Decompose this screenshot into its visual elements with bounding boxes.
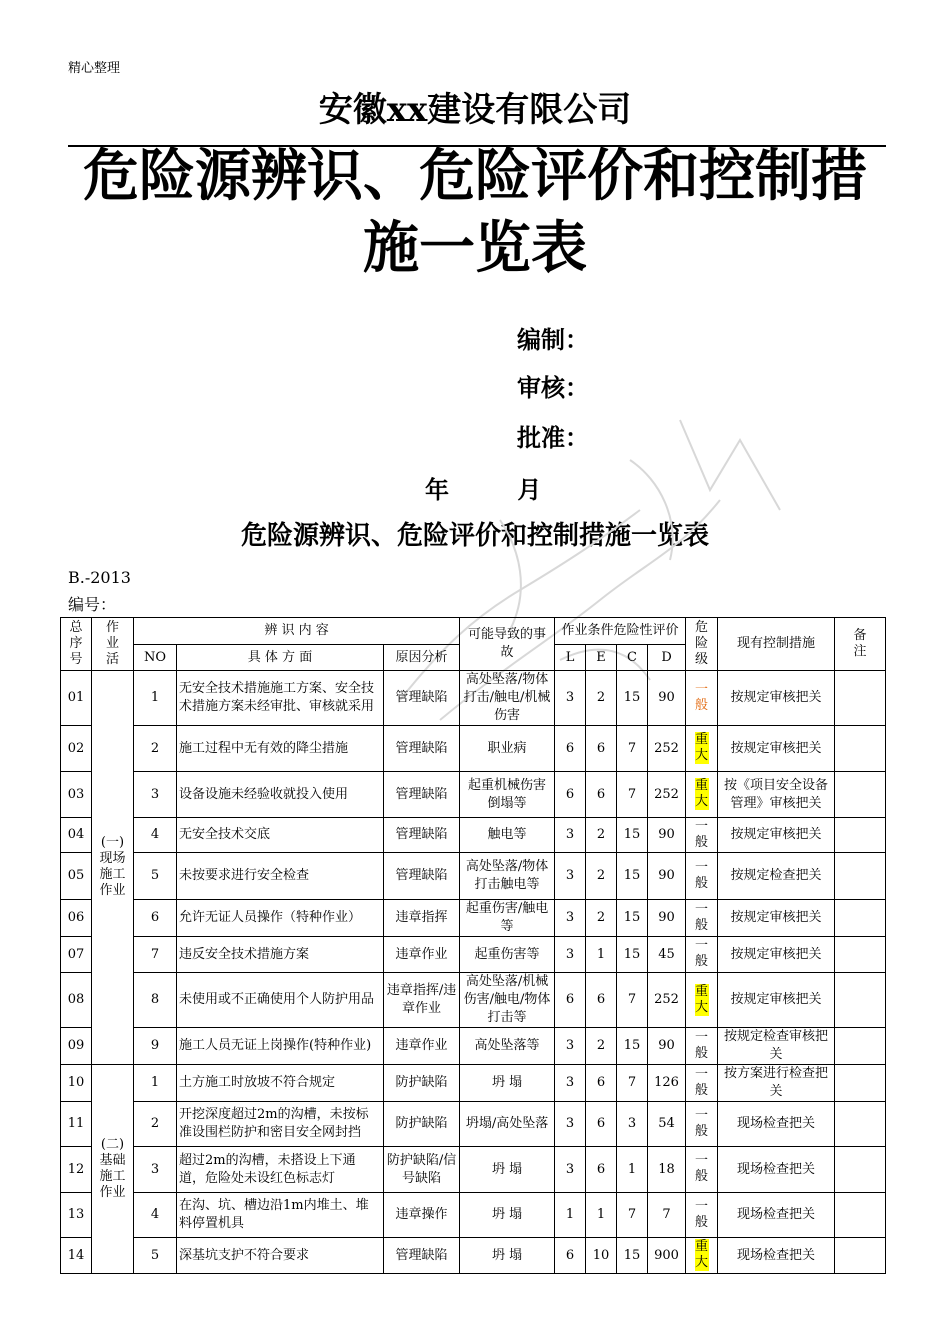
row-cause: 管理缺陷 <box>384 1238 460 1274</box>
row-aspect: 开挖深度超过2m的沟槽，未按标准设围栏防护和密目安全网封挡 <box>177 1102 384 1147</box>
table-row <box>61 1193 886 1238</box>
row-E: 10 <box>586 1238 617 1274</box>
row-C: 7 <box>617 1193 648 1238</box>
table-row <box>61 772 886 818</box>
row-L: 3 <box>555 937 586 973</box>
row-C: 7 <box>617 973 648 1028</box>
date-line: 年 月 <box>425 475 542 504</box>
header-evaluation: 作业条件危险性评价 <box>555 618 686 645</box>
row-C: 15 <box>617 937 648 973</box>
row-C: 15 <box>617 671 648 726</box>
row-C: 3 <box>617 1102 648 1147</box>
row-D: 90 <box>648 818 686 853</box>
row-E: 2 <box>586 853 617 900</box>
table-row <box>61 1028 886 1065</box>
reviewed-by-label: 审核： <box>517 373 589 402</box>
approved-by-label: 批准： <box>517 423 589 452</box>
row-E: 2 <box>586 671 617 726</box>
row-level: 重大 <box>686 973 718 1028</box>
top-note: 精心整理 <box>68 61 121 76</box>
row-E: 2 <box>586 900 617 937</box>
row-D: 90 <box>648 900 686 937</box>
row-D: 900 <box>648 1238 686 1274</box>
table-row <box>61 1147 886 1193</box>
row-E: 1 <box>586 1193 617 1238</box>
row-L: 3 <box>555 1147 586 1193</box>
group-activity: (二)基础施工作业 <box>92 1065 134 1274</box>
table-row <box>61 1238 886 1274</box>
row-aspect: 无安全技术交底 <box>177 818 384 853</box>
row-remarks <box>835 1028 886 1065</box>
row-L: 3 <box>555 818 586 853</box>
row-no: 3 <box>134 772 177 818</box>
row-aspect: 未按要求进行安全检查 <box>177 853 384 900</box>
row-no: 1 <box>134 1065 177 1102</box>
row-D: 45 <box>648 937 686 973</box>
hazard-table <box>60 617 886 1274</box>
row-remarks <box>835 853 886 900</box>
row-accident: 起重伤害等 <box>460 937 555 973</box>
row-accident: 高处坠落/物体打击触电等 <box>460 853 555 900</box>
row-measures: 按规定审核把关 <box>718 937 835 973</box>
row-C: 15 <box>617 1238 648 1274</box>
row-seq: 07 <box>61 937 92 973</box>
table-row <box>61 1065 886 1102</box>
row-remarks <box>835 1193 886 1238</box>
row-C: 7 <box>617 1065 648 1102</box>
title-line-2: 施一览表 <box>363 215 587 281</box>
header-C: C <box>617 645 648 671</box>
row-measures: 按规定检查把关 <box>718 853 835 900</box>
row-aspect: 施工过程中无有效的降尘措施 <box>177 726 384 772</box>
row-level: 一般 <box>686 1028 718 1065</box>
row-measures: 按规定检查审核把关 <box>718 1028 835 1065</box>
row-L: 3 <box>555 853 586 900</box>
row-no: 3 <box>134 1147 177 1193</box>
row-no: 7 <box>134 937 177 973</box>
row-seq: 06 <box>61 900 92 937</box>
table-row <box>61 937 886 973</box>
header-identification: 辨 识 内 容 <box>134 618 460 645</box>
row-aspect: 施工人员无证上岗操作(特种作业) <box>177 1028 384 1065</box>
row-remarks <box>835 726 886 772</box>
group-activity: (一)现场施工作业 <box>92 671 134 1065</box>
row-D: 252 <box>648 726 686 772</box>
row-level: 一般 <box>686 671 718 726</box>
row-no: 4 <box>134 818 177 853</box>
row-C: 15 <box>617 1028 648 1065</box>
row-remarks <box>835 1147 886 1193</box>
row-E: 6 <box>586 1065 617 1102</box>
row-no: 2 <box>134 1102 177 1147</box>
row-measures: 现场检查把关 <box>718 1102 835 1147</box>
company-name: 安徽xx建设有限公司 <box>318 90 632 130</box>
row-cause: 违章作业 <box>384 937 460 973</box>
header-measures: 现有控制措施 <box>718 618 835 671</box>
row-aspect: 无安全技术措施施工方案、安全技术措施方案未经审批、审核就采用 <box>177 671 384 726</box>
row-accident: 起重伤害/触电等 <box>460 900 555 937</box>
row-C: 1 <box>617 1147 648 1193</box>
row-remarks <box>835 671 886 726</box>
row-L: 3 <box>555 1102 586 1147</box>
row-accident: 坍 塌 <box>460 1147 555 1193</box>
row-accident: 高处坠落等 <box>460 1028 555 1065</box>
row-cause: 管理缺陷 <box>384 853 460 900</box>
row-E: 6 <box>586 973 617 1028</box>
row-seq: 03 <box>61 772 92 818</box>
table-title: 危险源辨识、危险评价和控制措施一览表 <box>240 521 709 551</box>
document-number-label: 编号： <box>68 595 117 614</box>
header-level: 危险级 <box>686 618 718 671</box>
row-E: 2 <box>586 818 617 853</box>
row-accident: 坍 塌 <box>460 1193 555 1238</box>
row-L: 6 <box>555 973 586 1028</box>
row-seq: 05 <box>61 853 92 900</box>
row-cause: 管理缺陷 <box>384 726 460 772</box>
row-measures: 按规定审核把关 <box>718 900 835 937</box>
row-seq: 01 <box>61 671 92 726</box>
row-D: 90 <box>648 671 686 726</box>
header-no: NO <box>134 645 177 671</box>
row-measures: 现场检查把关 <box>718 1147 835 1193</box>
row-level: 一般 <box>686 900 718 937</box>
row-accident: 高处坠落/物体打击/触电/机械伤害 <box>460 671 555 726</box>
row-no: 6 <box>134 900 177 937</box>
table-row <box>61 818 886 853</box>
row-E: 1 <box>586 937 617 973</box>
table-row <box>61 973 886 1028</box>
header-E: E <box>586 645 617 671</box>
row-aspect: 未使用或不正确使用个人防护用品 <box>177 973 384 1028</box>
row-aspect: 土方施工时放坡不符合规定 <box>177 1065 384 1102</box>
row-remarks <box>835 900 886 937</box>
row-accident: 高处坠落/机械伤害/触电/物体打击等 <box>460 973 555 1028</box>
row-seq: 09 <box>61 1028 92 1065</box>
row-seq: 12 <box>61 1147 92 1193</box>
row-no: 2 <box>134 726 177 772</box>
row-L: 3 <box>555 1028 586 1065</box>
row-cause: 违章操作 <box>384 1193 460 1238</box>
row-L: 1 <box>555 1193 586 1238</box>
row-seq: 10 <box>61 1065 92 1102</box>
row-measures: 按方案进行检查把关 <box>718 1065 835 1102</box>
header-cause: 原因分析 <box>384 645 460 671</box>
row-cause: 管理缺陷 <box>384 772 460 818</box>
row-cause: 违章指挥/违章作业 <box>384 973 460 1028</box>
row-level: 一般 <box>686 937 718 973</box>
row-accident: 起重机械伤害倒塌等 <box>460 772 555 818</box>
header-activity: 作业活 <box>92 618 134 671</box>
row-E: 2 <box>586 1028 617 1065</box>
row-aspect: 允许无证人员操作（特种作业） <box>177 900 384 937</box>
row-D: 252 <box>648 772 686 818</box>
row-measures: 现场检查把关 <box>718 1238 835 1274</box>
row-remarks <box>835 818 886 853</box>
row-accident: 坍塌/高处坠落 <box>460 1102 555 1147</box>
row-L: 3 <box>555 671 586 726</box>
row-no: 4 <box>134 1193 177 1238</box>
row-seq: 08 <box>61 973 92 1028</box>
row-C: 7 <box>617 726 648 772</box>
row-aspect: 违反安全技术措施方案 <box>177 937 384 973</box>
title-line-1: 危险源辨识、危险评价和控制措 <box>83 143 867 209</box>
row-level: 一般 <box>686 1193 718 1238</box>
row-remarks <box>835 937 886 973</box>
header-D: D <box>648 645 686 671</box>
row-no: 5 <box>134 853 177 900</box>
row-measures: 按《项目安全设备管理》审核把关 <box>718 772 835 818</box>
row-measures: 按规定审核把关 <box>718 671 835 726</box>
row-aspect: 超过2m的沟槽，未搭设上下通道，危险处未设红色标志灯 <box>177 1147 384 1193</box>
header-L: L <box>555 645 586 671</box>
row-no: 1 <box>134 671 177 726</box>
row-remarks <box>835 1102 886 1147</box>
row-cause: 违章指挥 <box>384 900 460 937</box>
table-row <box>61 671 886 726</box>
row-remarks <box>835 1238 886 1274</box>
row-cause: 防护缺陷 <box>384 1102 460 1147</box>
row-level: 一般 <box>686 1102 718 1147</box>
row-aspect: 在沟、坑、槽边沿1m内堆土、堆料停置机具 <box>177 1193 384 1238</box>
header-total-no: 总序号 <box>61 618 92 671</box>
document-code: B.-2013 <box>68 568 131 587</box>
row-cause: 防护缺陷/信号缺陷 <box>384 1147 460 1193</box>
row-D: 18 <box>648 1147 686 1193</box>
row-accident: 触电等 <box>460 818 555 853</box>
row-measures: 按规定审核把关 <box>718 726 835 772</box>
row-level: 重大 <box>686 772 718 818</box>
row-C: 15 <box>617 853 648 900</box>
row-L: 3 <box>555 1065 586 1102</box>
row-cause: 管理缺陷 <box>384 671 460 726</box>
row-L: 6 <box>555 726 586 772</box>
row-seq: 14 <box>61 1238 92 1274</box>
table-body <box>61 671 886 1274</box>
row-cause: 管理缺陷 <box>384 818 460 853</box>
row-L: 6 <box>555 1238 586 1274</box>
row-L: 3 <box>555 900 586 937</box>
compiled-by-label: 编制： <box>517 325 589 354</box>
row-D: 252 <box>648 973 686 1028</box>
table-row <box>61 1102 886 1147</box>
row-D: 126 <box>648 1065 686 1102</box>
row-D: 54 <box>648 1102 686 1147</box>
row-E: 6 <box>586 772 617 818</box>
header-accident: 可能导致的事故 <box>460 618 555 671</box>
row-cause: 违章作业 <box>384 1028 460 1065</box>
header-aspect: 具 体 方 面 <box>177 645 384 671</box>
table-row <box>61 853 886 900</box>
row-seq: 02 <box>61 726 92 772</box>
row-C: 15 <box>617 818 648 853</box>
row-D: 90 <box>648 1028 686 1065</box>
row-seq: 11 <box>61 1102 92 1147</box>
row-E: 6 <box>586 726 617 772</box>
table-row <box>61 900 886 937</box>
row-aspect: 深基坑支护不符合要求 <box>177 1238 384 1274</box>
row-level: 一般 <box>686 818 718 853</box>
table-row <box>61 726 886 772</box>
row-aspect: 设备设施未经验收就投入使用 <box>177 772 384 818</box>
row-L: 6 <box>555 772 586 818</box>
row-seq: 13 <box>61 1193 92 1238</box>
row-no: 9 <box>134 1028 177 1065</box>
row-level: 一般 <box>686 1065 718 1102</box>
row-remarks <box>835 772 886 818</box>
row-D: 90 <box>648 853 686 900</box>
row-measures: 现场检查把关 <box>718 1193 835 1238</box>
row-remarks <box>835 1065 886 1102</box>
row-D: 7 <box>648 1193 686 1238</box>
row-E: 6 <box>586 1147 617 1193</box>
row-accident: 坍 塌 <box>460 1065 555 1102</box>
row-E: 6 <box>586 1102 617 1147</box>
row-measures: 按规定审核把关 <box>718 818 835 853</box>
row-level: 一般 <box>686 1147 718 1193</box>
document-title <box>58 140 892 284</box>
row-measures: 按规定审核把关 <box>718 973 835 1028</box>
row-no: 5 <box>134 1238 177 1274</box>
header-remarks: 备注 <box>835 618 886 671</box>
row-C: 15 <box>617 900 648 937</box>
row-seq: 04 <box>61 818 92 853</box>
row-accident: 职业病 <box>460 726 555 772</box>
row-accident: 坍 塌 <box>460 1238 555 1274</box>
row-remarks <box>835 973 886 1028</box>
row-level: 重大 <box>686 1238 718 1274</box>
row-cause: 防护缺陷 <box>384 1065 460 1102</box>
row-level: 重大 <box>686 726 718 772</box>
row-level: 一般 <box>686 853 718 900</box>
row-no: 8 <box>134 973 177 1028</box>
row-C: 7 <box>617 772 648 818</box>
